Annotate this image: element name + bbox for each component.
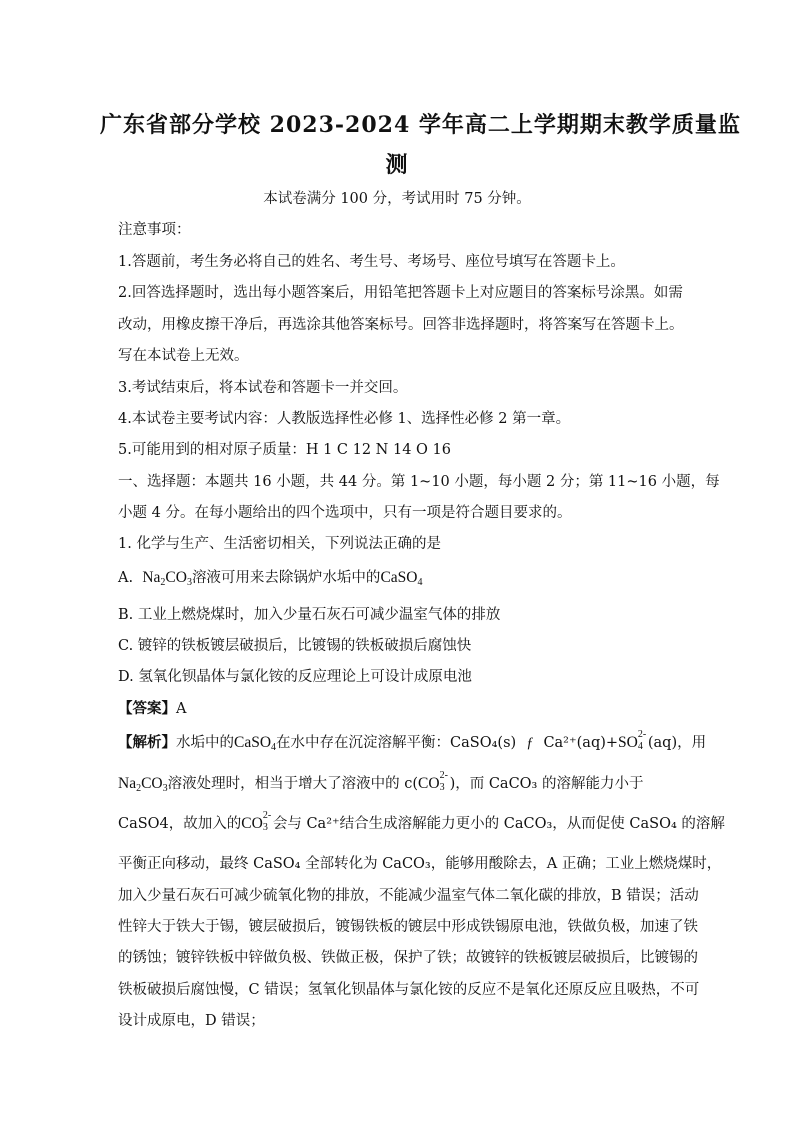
analysis-line-1: 【解析】水垢中的CaSO$_4$在水中存在沉淀溶解平衡：CaSO₄(s) ƒ Ca²⁺(aq)+SO 2- 4 (aq)，用 <box>118 729 707 753</box>
document-title-line-1: 广东省部分学校 2023-2024 学年高二上学期期末教学质量监 <box>100 112 741 138</box>
question-1-stem: 1. 化学与生产、生活密切相关，下列说法正确的是 <box>118 536 441 552</box>
answer-label: 【答案】 <box>118 700 176 717</box>
exam-subtitle: 本试卷满分 100 分，考试用时 75 分钟。 <box>263 191 531 207</box>
question-1-option-c: C. 镀锌的铁板镀层破损后，比镀锡的铁板破损后腐蚀快 <box>118 638 472 654</box>
analysis-line-4: 平衡正向移动，最终 CaSO₄ 全部转化为 CaCO₃，能够用酸除去，A 正确；工业上燃烧煤时， <box>118 856 722 872</box>
option-a-label: A. <box>118 570 134 586</box>
analysis-line-6: 性锌大于铁大于锡，镀层破损后，镀锡铁板的镀层中形成铁锡原电池，铁做负极，加速了铁 <box>118 919 698 935</box>
analysis-line-2: $Na_2CO_3$溶液处理时，相当于增大了溶液中的 c(CO 2- 3 )，而 CaCO₃ 的溶解能力小于 <box>118 770 644 794</box>
equilibrium-symbol: ƒ <box>526 735 534 751</box>
formula-caso4: CaSO$_4$ <box>234 734 277 753</box>
option-a-text: 溶液可用来去除锅炉水垢中的 <box>191 570 381 586</box>
question-1-option-a <box>118 566 422 588</box>
analysis-line-7: 的锈蚀；镀锌铁板中锌做负极、铁做正极，保护了铁；故镀锌的铁板镀层破损后，比镀锡的 <box>118 950 698 966</box>
notice-item-1: 1.答题前，考生务必将自己的姓名、考生号、考场号、座位号填写在答题卡上。 <box>118 254 625 270</box>
section-1-intro-line-1: 一、选择题：本题共 16 小题，共 44 分。第 1~10 小题，每小题 2 分；第 11~16 小题，每 <box>118 474 720 490</box>
document-title-line-2: 测 <box>385 152 409 178</box>
notice-item-2-line-3: 写在本试卷上无效。 <box>118 348 249 364</box>
notice-heading: 注意事项： <box>118 222 191 238</box>
question-1-option-b: B. 工业上燃烧煤时，加入少量石灰石可减少温室气体的排放 <box>118 607 501 623</box>
analysis-line-8: 铁板破损后腐蚀慢，C 错误；氢氧化钡晶体与氯化铵的反应不是氧化还原反应且吸热，不可 <box>118 982 700 998</box>
formula-so4-ion: SO 2- 4 <box>618 729 647 752</box>
notice-item-2-line-1: 2.回答选择题时，选出每小题答案后，用铅笔把答题卡上对应题目的答案标号涂黑。如需 <box>118 285 683 301</box>
formula-co3-ion: CO 2- 3 <box>241 810 272 833</box>
question-1-answer <box>118 697 186 718</box>
answer-value: A <box>176 701 187 717</box>
analysis-line-5: 加入少量石灰石可减少硫氧化物的排放，不能减少温室气体二氧化碳的排放，B 错误；活动 <box>118 888 699 904</box>
analysis-line-9: 设计成原电，D 错误； <box>118 1013 265 1029</box>
notice-item-3: 3.考试结束后，将本试卷和答题卡一并交回。 <box>118 380 408 396</box>
formula-na2co3: $Na_2CO_3$ <box>142 569 192 588</box>
question-1-option-d: D. 氢氧化钡晶体与氯化铵的反应理论上可设计成原电池 <box>118 669 472 685</box>
formula-na2co3: $Na_2CO_3$ <box>118 775 168 794</box>
formula-co3-ion: CO 2- 3 <box>418 770 448 793</box>
notice-item-5: 5.可能用到的相对原子质量：H 1 C 12 N 14 O 16 <box>118 442 451 458</box>
notice-item-2-line-2: 改动，用橡皮擦干净后，再选涂其他答案标号。回答非选择题时，将答案写在答题卡上。 <box>118 317 684 333</box>
section-1-intro-line-2: 小题 4 分。在每小题给出的四个选项中，只有一项是符合题目要求的。 <box>118 505 572 521</box>
notice-item-4: 4.本试卷主要考试内容：人教版选择性必修 1、选择性必修 2 第一章。 <box>118 411 571 427</box>
analysis-line-3: CaSO4，故加入的CO 2- 3 会与 Ca²⁺结合生成溶解能力更小的 CaCO₃，从而促使 CaSO₄ 的溶解 <box>118 810 725 833</box>
formula-caso4: CaSO$_4$ <box>380 569 423 588</box>
analysis-label: 【解析】 <box>118 734 176 751</box>
